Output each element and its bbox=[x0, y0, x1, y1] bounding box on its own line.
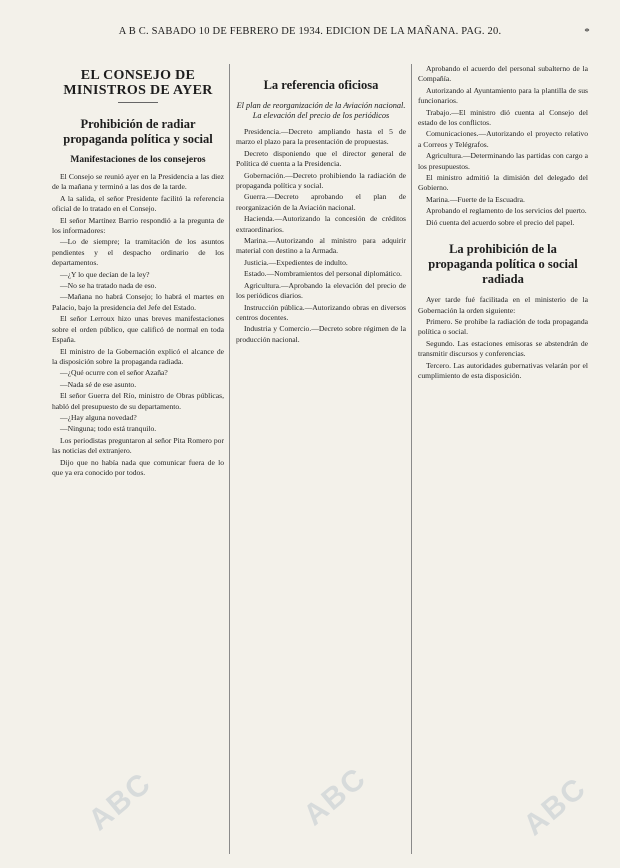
paragraph: Segundo. Las estaciones emisoras se abstendrán de transmitir discursos y conferencias. bbox=[418, 338, 588, 359]
paragraph: Aprobando el reglamento de los servicios del puerto. bbox=[426, 206, 587, 216]
header-text: A B C. SABADO 10 DE FEBRERO DE 1934. EDICION DE LA MAÑANA. PAG. 20. bbox=[118, 26, 502, 37]
paragraph: Dijo que no había nada que comunicar fuera de lo que ya era conocido por todos. bbox=[52, 457, 224, 477]
paragraph: —No se ha tratado nada de eso. bbox=[60, 281, 157, 291]
abc-watermark: ABC bbox=[517, 771, 593, 843]
paragraph: El señor Lerroux hizo unas breves manifestaciones sobre el orden público, que calificó de normal en toda España. bbox=[52, 314, 224, 345]
article-title: Prohibición de radiar propaganda política y social bbox=[63, 117, 213, 146]
paragraph: Industria y Comercio.—Decreto sobre régimen de la producción nacional. bbox=[236, 324, 406, 344]
paragraph: —¿Hay alguna novedad? bbox=[60, 412, 137, 422]
paragraph: Marina.—Fuerte de la Escuadra. bbox=[426, 194, 525, 204]
paragraph: Hacienda.—Autorizando la concesión de créditos extraordinarios. bbox=[236, 214, 406, 234]
paragraph: El ministro admitió la dimisión del delegado del Gobierno. bbox=[418, 173, 588, 193]
paragraph: —¿Y lo que decían de la ley? bbox=[60, 269, 150, 279]
paragraph: Gobernación.—Decreto prohibiendo la radiación de propaganda política y social. bbox=[236, 170, 406, 191]
article-subhead: Manifestaciones de los consejeros bbox=[70, 155, 206, 165]
paragraph: —¿Qué ocurre con el señor Azaña? bbox=[60, 368, 168, 378]
paragraph: Guerra.—Decreto aprobando el plan de reorganización de la Aviación nacional. bbox=[236, 192, 406, 212]
paragraph: Justicia.—Expedientes de indulto. bbox=[244, 257, 348, 267]
paragraph: Agricultura.—Determinando las partidas con cargo a los presupuestos. bbox=[418, 151, 588, 171]
paragraph: Autorizando al Ayuntamiento para la plantilla de sus funcionarios. bbox=[418, 85, 588, 106]
paragraph: El ministro de la Gobernación explicó el alcance de la disposición sobre la propaganda radiada. bbox=[52, 346, 224, 366]
paragraph: Presidencia.—Decreto ampliando hasta el 5 de marzo el plazo para la presentación de propuestas. bbox=[236, 127, 406, 147]
paragraph: Aprobando el acuerdo del personal subalterno de la Compañía. bbox=[418, 64, 588, 84]
abc-watermark: ABC bbox=[297, 761, 373, 833]
page-header bbox=[0, 26, 620, 46]
paragraph: El señor Guerra del Río, ministro de Obras públicas, habló del presupuesto de su departamento. bbox=[52, 391, 224, 411]
column-3 bbox=[418, 64, 588, 854]
column-1 bbox=[52, 64, 224, 854]
paragraph: El Consejo se reunió ayer en la Presidencia a las diez de la mañana y terminó a las dos de la tarde. bbox=[52, 172, 224, 192]
paragraph: Ayer tarde fué facilitada en el ministerio de la Gobernación la orden siguiente: bbox=[418, 295, 588, 315]
paragraph: —Mañana no habrá Consejo; lo habrá el martes en Palacio, bajo la presidencia del Jefe del Estado. bbox=[52, 292, 224, 312]
column-divider bbox=[411, 64, 412, 854]
paragraph: Marina.—Autorizando al ministro para adquirir material con destino a la Armada. bbox=[236, 236, 406, 256]
paragraph: —Ninguna; todo está tranquilo. bbox=[60, 424, 157, 434]
paragraph: Tercero. Las autoridades gubernativas velarán por el cumplimiento de esta disposición. bbox=[418, 360, 588, 380]
paragraph: Comunicaciones.—Autorizando el proyecto relativo a Correos y Telégrafos. bbox=[418, 129, 588, 149]
section-heading: EL CONSEJO DE MINISTROS DE AYER bbox=[63, 68, 213, 98]
paragraph: Decreto disponiendo que el director general de Política dé cuenta a la Presidencia. bbox=[236, 148, 406, 169]
paragraph: Los periodistas preguntaron al señor Pita Romero por las noticias del extranjero. bbox=[52, 435, 224, 456]
paragraph: Primero. Se prohibe la radiación de toda propaganda política o social. bbox=[418, 316, 588, 337]
header-mark: * bbox=[584, 26, 590, 38]
paragraph: Dió cuenta del acuerdo sobre el precio del papel. bbox=[426, 217, 575, 227]
column-divider bbox=[229, 64, 230, 854]
paragraph: El señor Martínez Barrio respondió a la pregunta de los informadores: bbox=[52, 215, 224, 236]
article-title: La referencia oficiosa bbox=[263, 78, 379, 92]
paragraph: Agricultura.—Aprobando la elevación del precio de los periódicos diarios. bbox=[236, 280, 406, 301]
paragraph: Instrucción pública.—Autorizando obras en diversos centros docentes. bbox=[236, 302, 406, 322]
paragraph: A la salida, el señor Presidente facilitó la referencia oficial de lo tratado en el Consejo. bbox=[52, 193, 224, 214]
column-2 bbox=[236, 64, 406, 854]
abc-watermark: ABC bbox=[82, 766, 158, 838]
article-subhead: El plan de reorganización de la Aviación nacional. La elevación del precio de los periódicos bbox=[236, 101, 406, 120]
paragraph: —Lo de siempre; la tramitación de los asuntos pendientes y el despacho ordinario de los departamentos. bbox=[52, 237, 224, 268]
paragraph: Trabajo.—El ministro dió cuenta al Consejo del estado de los conflictos. bbox=[418, 107, 588, 128]
article-title: La prohibición de la propaganda política o social radiada bbox=[428, 242, 578, 287]
paragraph: —Nada sé de ese asunto. bbox=[60, 379, 137, 389]
separator bbox=[118, 102, 158, 103]
paragraph: Estado.—Nombramientos del personal diplomático. bbox=[244, 269, 402, 279]
